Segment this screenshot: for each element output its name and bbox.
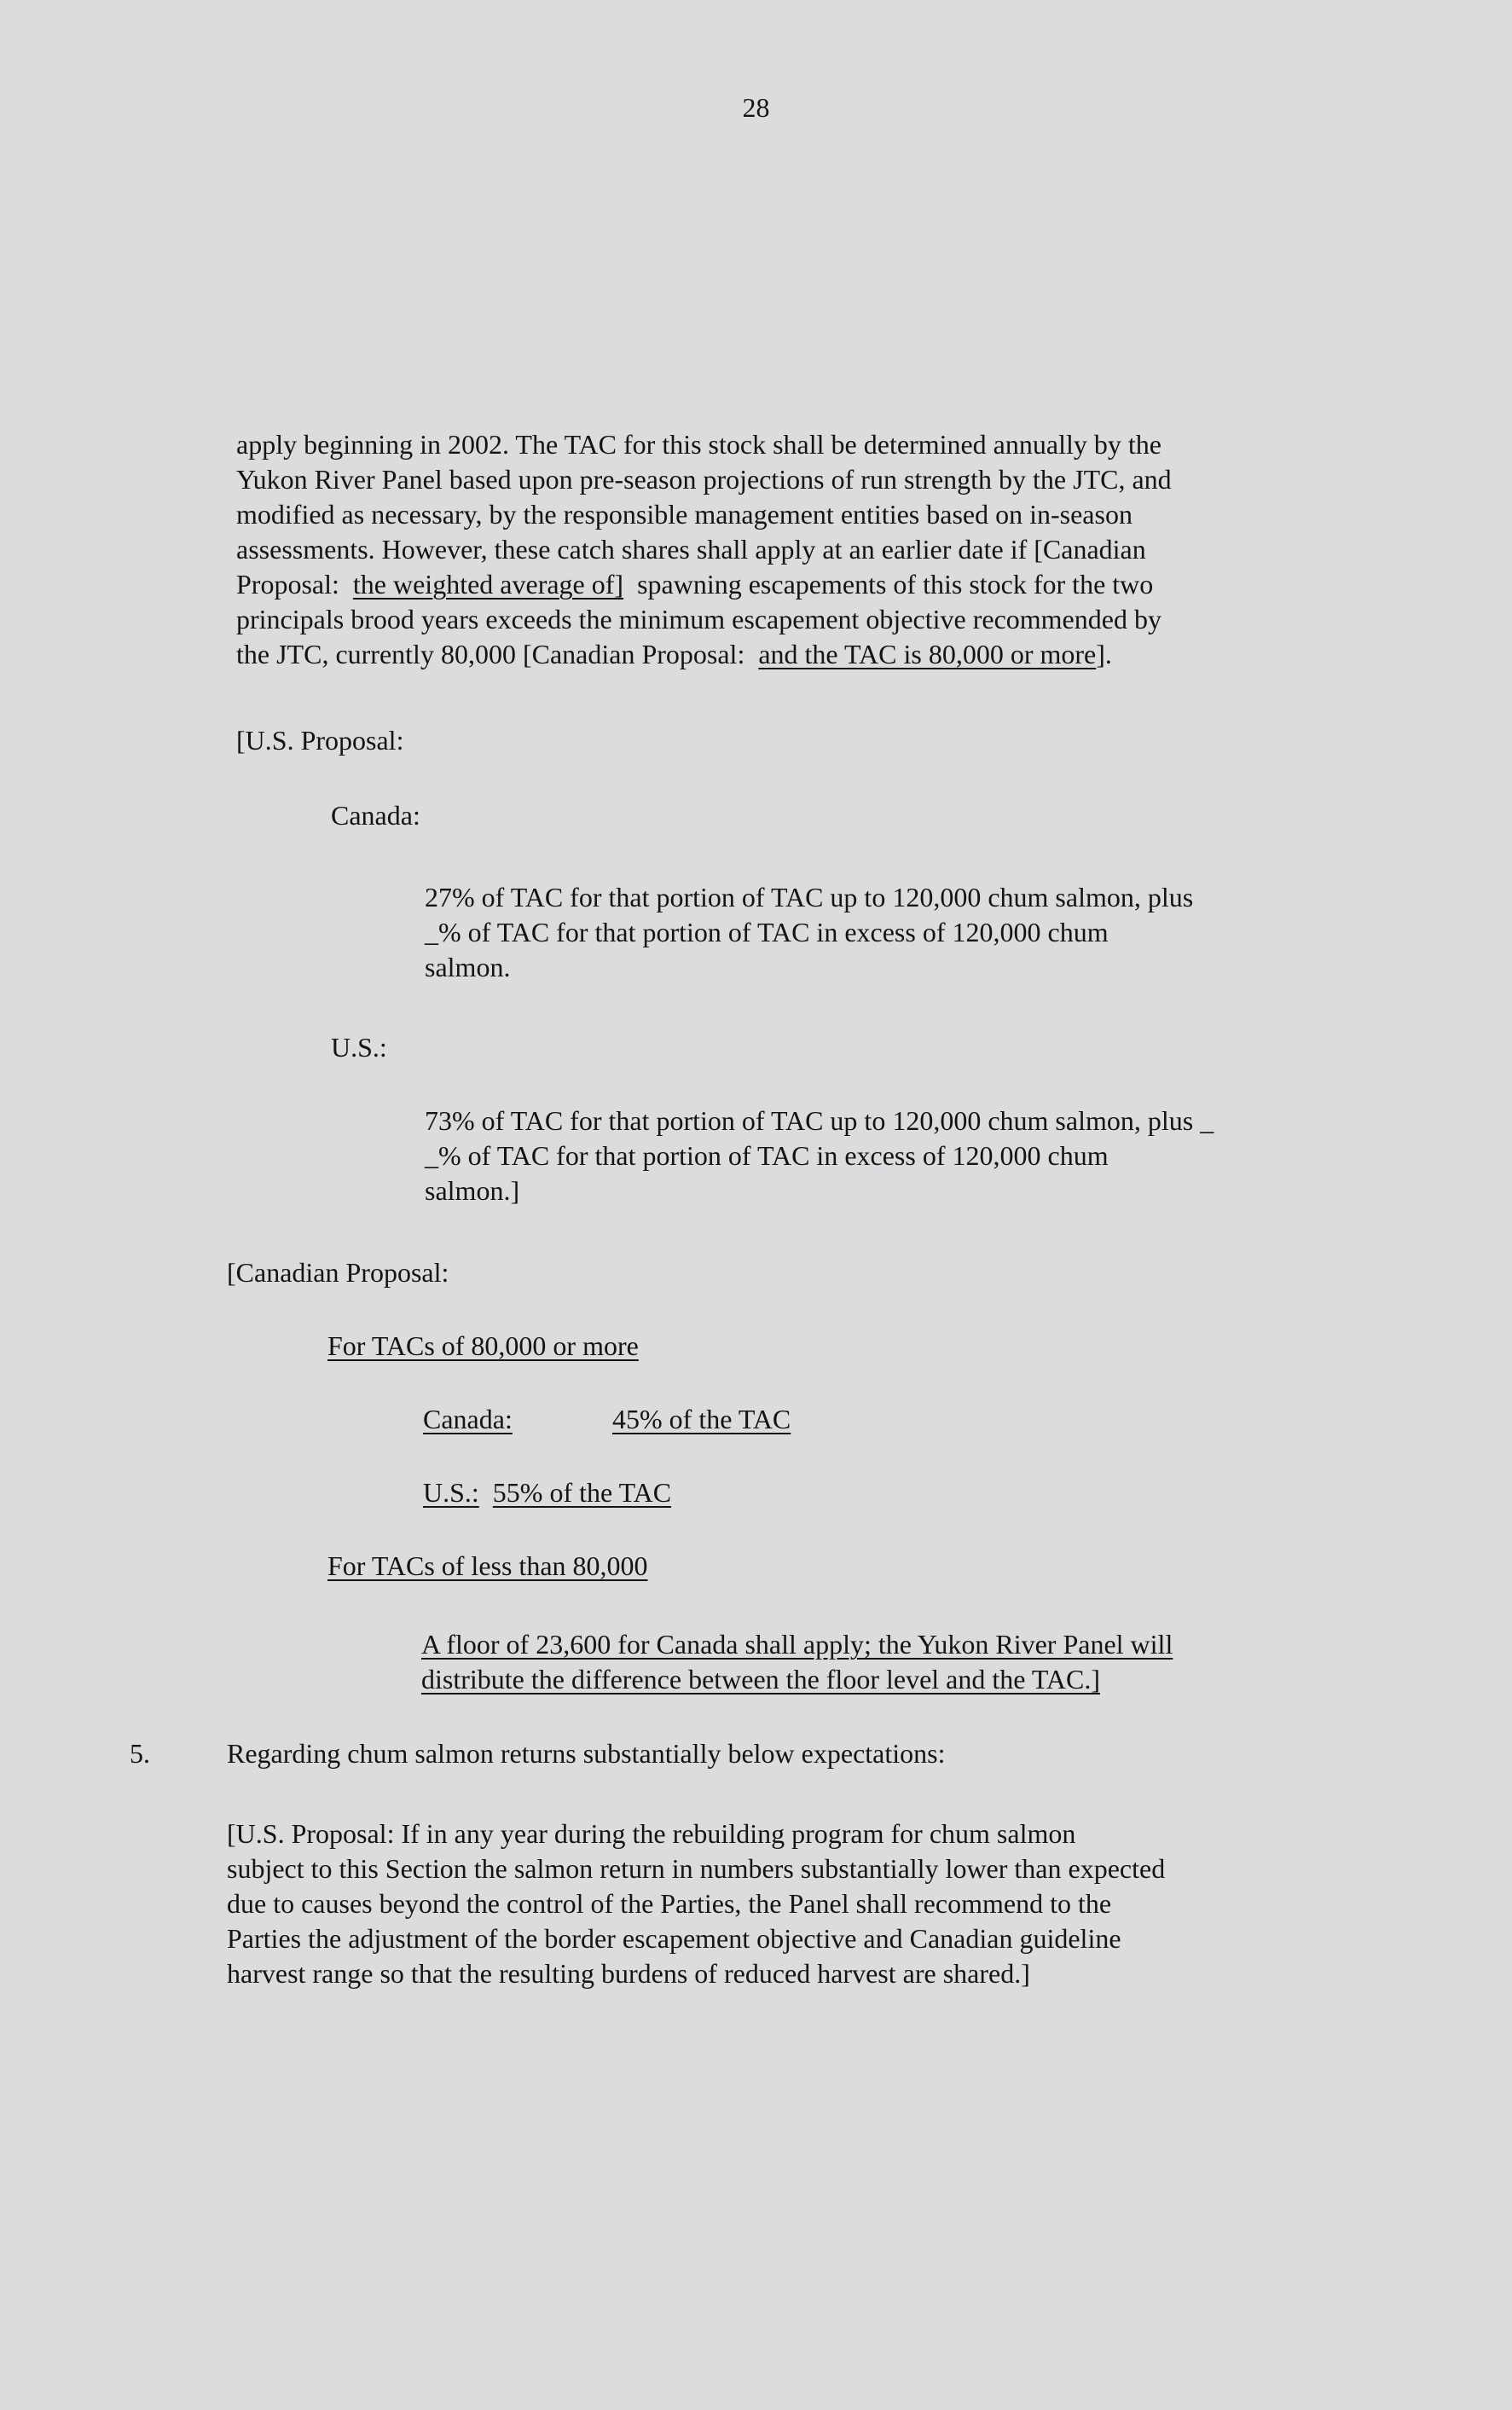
canada-share-line: 27% of TAC for that portion of TAC up to 120,000 chum salmon, plus	[425, 882, 1194, 912]
us-proposal-us-label: U.S.:	[331, 1032, 387, 1063]
intro-line7-end: ].	[1096, 639, 1112, 669]
canadian-proposal-canada-label: Canada:	[423, 1404, 513, 1434]
us-proposal-us-share	[425, 1104, 1214, 1208]
intro-line: principals brood years exceeds the minimum escapement objective recommended by	[236, 604, 1162, 634]
canadian-proposal-us-label: U.S.:	[423, 1477, 479, 1508]
us-share-line: 73% of TAC for that portion of TAC up to 120,000 chum salmon, plus _	[425, 1105, 1214, 1136]
tac-less-than-80000-heading: For TACs of less than 80,000	[327, 1550, 648, 1581]
canada-floor-provision	[421, 1627, 1173, 1697]
floor-line: A floor of 23,600 for Canada shall apply; the Yukon River Panel will	[421, 1629, 1173, 1660]
section5-line: harvest range so that the resulting burdens of reduced harvest are shared.]	[227, 1958, 1030, 1989]
section-5-title: Regarding chum salmon returns substantially below expectations:	[227, 1738, 946, 1769]
tac-80000-or-more-heading: For TACs of 80,000 or more	[327, 1330, 639, 1361]
intro-line	[236, 567, 1398, 602]
intro-line: modified as necessary, by the responsible management entities based on in-season	[236, 499, 1133, 530]
section5-line: Parties the adjustment of the border escapement objective and Canadian guideline	[227, 1923, 1121, 1954]
canadian-proposal-us-row	[423, 1475, 671, 1510]
section5-line: due to causes beyond the control of the Parties, the Panel shall recommend to the	[227, 1888, 1112, 1919]
intro-paragraph	[236, 427, 1398, 672]
intro-line: assessments. However, these catch shares shall apply at an earlier date if [Canadian	[236, 534, 1146, 565]
intro-line5-text: Proposal:	[236, 569, 339, 600]
us-share-line: salmon.]	[425, 1175, 520, 1206]
page-number: 28	[742, 92, 770, 123]
intro-line7-text: the JTC, currently 80,000 [Canadian Proposal:	[236, 639, 745, 669]
section5-line: [U.S. Proposal: If in any year during the rebuilding program for chum salmon	[227, 1818, 1076, 1849]
canadian-proposal-heading: [Canadian Proposal:	[227, 1257, 449, 1288]
canada-share-line: _% of TAC for that portion of TAC in excess of 120,000 chum	[425, 917, 1109, 947]
intro-line: Yukon River Panel based upon pre-season projections of run strength by the JTC, and	[236, 464, 1172, 495]
floor-line: distribute the difference between the floor level and the TAC.]	[421, 1664, 1100, 1695]
section5-line: subject to this Section the salmon return in numbers substantially lower than expected	[227, 1853, 1166, 1884]
section-5-us-proposal	[227, 1816, 1165, 1991]
us-proposal-heading: [U.S. Proposal:	[236, 725, 404, 756]
intro-line5-rest: spawning escapements of this stock for the two	[637, 569, 1154, 600]
weighted-average-underlined: the weighted average of]	[352, 569, 624, 600]
us-55-percent: 55% of the TAC	[492, 1477, 672, 1508]
intro-line: apply beginning in 2002. The TAC for this stock shall be determined annually by the	[236, 429, 1162, 460]
intro-line	[236, 637, 1398, 672]
tac-80000-underlined: and the TAC is 80,000 or more	[758, 639, 1097, 669]
canada-share-line: salmon.	[425, 952, 511, 982]
us-proposal-canada-label: Canada:	[331, 800, 420, 831]
canada-45-percent: 45% of the TAC	[612, 1404, 791, 1434]
section-5-number: 5.	[130, 1738, 150, 1769]
us-share-line: _% of TAC for that portion of TAC in excess of 120,000 chum	[425, 1140, 1109, 1171]
us-proposal-canada-share	[425, 880, 1193, 985]
